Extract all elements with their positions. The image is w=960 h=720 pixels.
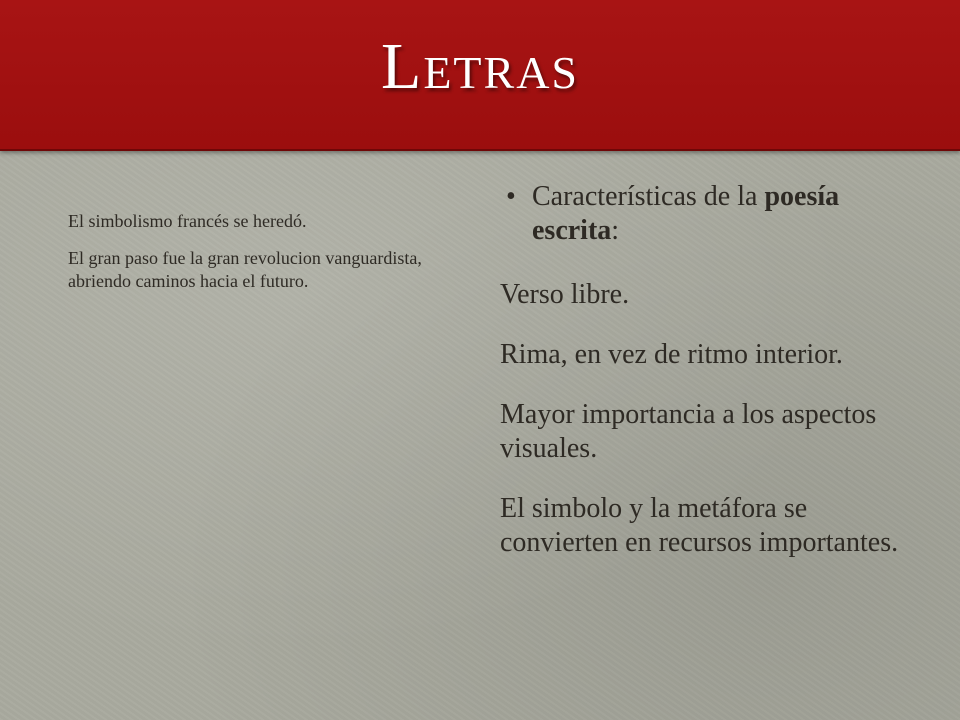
bullet-item (500, 180, 930, 248)
feature-item-2: Rima, en vez de ritmo interior. (500, 339, 843, 370)
bullet-bold-word-2: escrita (532, 215, 612, 246)
feature-item-4: El simbolo y la metáfora se convierten en recursos importantes. (500, 493, 899, 558)
feature-item-1: Verso libre. (500, 279, 630, 310)
bullet-bold-word-1: poesía (764, 181, 840, 212)
title-bar (0, 0, 960, 151)
bullet-text-prefix: Características de la (532, 181, 765, 212)
feature-item-3: Mayor importancia a los aspectos visuales. (500, 399, 877, 464)
right-text-column (500, 180, 930, 586)
slide-title: Letras (381, 30, 579, 103)
left-paragraph-2: El gran paso fue la gran revolucion vanguardista, abriendo caminos hacia el futuro. (68, 248, 422, 291)
left-paragraph-1: El simbolismo francés se heredó. (68, 211, 307, 231)
bullet-text-suffix: : (611, 215, 620, 246)
bullet-dot-icon: • (506, 181, 516, 212)
left-text-column (68, 210, 428, 307)
